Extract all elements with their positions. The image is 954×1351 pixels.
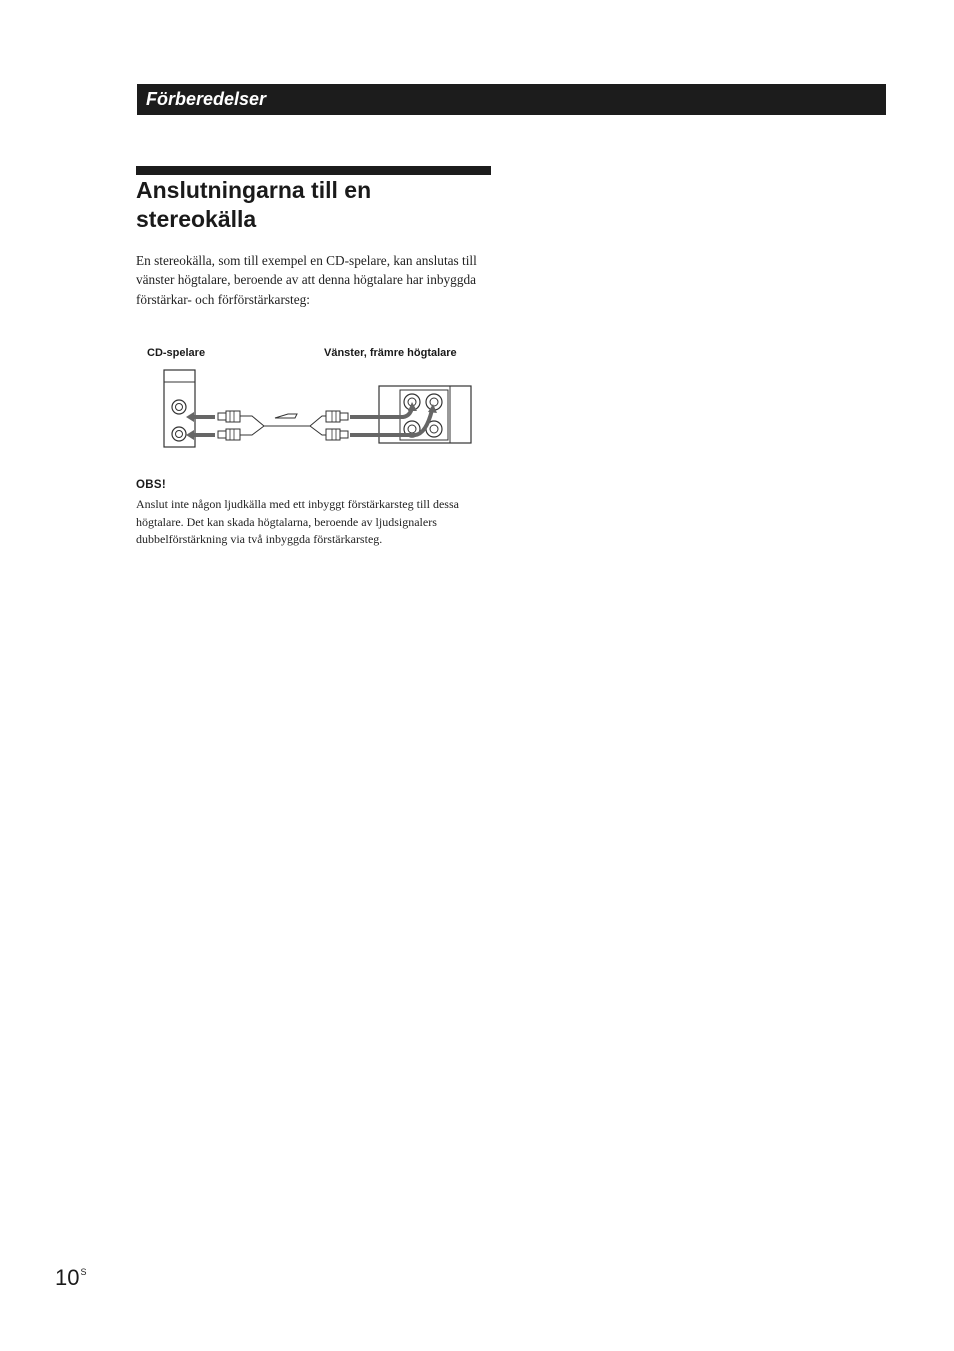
page-heading: Anslutningarna till en stereokälla (136, 177, 372, 232)
rca-plug-icon (218, 411, 240, 440)
page-number (55, 1265, 87, 1291)
section-header-bar (137, 84, 886, 115)
note-title: OBS! (136, 479, 166, 491)
intro-paragraph: En stereokälla, som till exempel en CD-spelare, kan anslutas till vänster högtalare, beroende av att denna högtalare har inbyggda förstärkar- och förförstärkarsteg: (136, 253, 477, 307)
connection-diagram (160, 364, 476, 452)
rca-plug-icon (326, 411, 348, 440)
figure-label-speaker: Vänster, främre högtalare (324, 347, 457, 359)
page-number-suffix: S (80, 1267, 87, 1277)
note-text: Anslut inte någon ljudkälla med ett inbyggt förstärkarsteg till dessa högtalare. Det kan skada högtalarna, beroende av ljudsignalers dubbelförstärkning via två inbyggda förstärkarsteg. (136, 497, 459, 547)
page-number-value: 10 (55, 1265, 80, 1290)
cable-connector-icon (240, 414, 332, 435)
heading-rule (136, 166, 491, 175)
section-title: Förberedelser (146, 89, 267, 109)
figure-label-cd-player: CD-spelare (147, 347, 206, 359)
